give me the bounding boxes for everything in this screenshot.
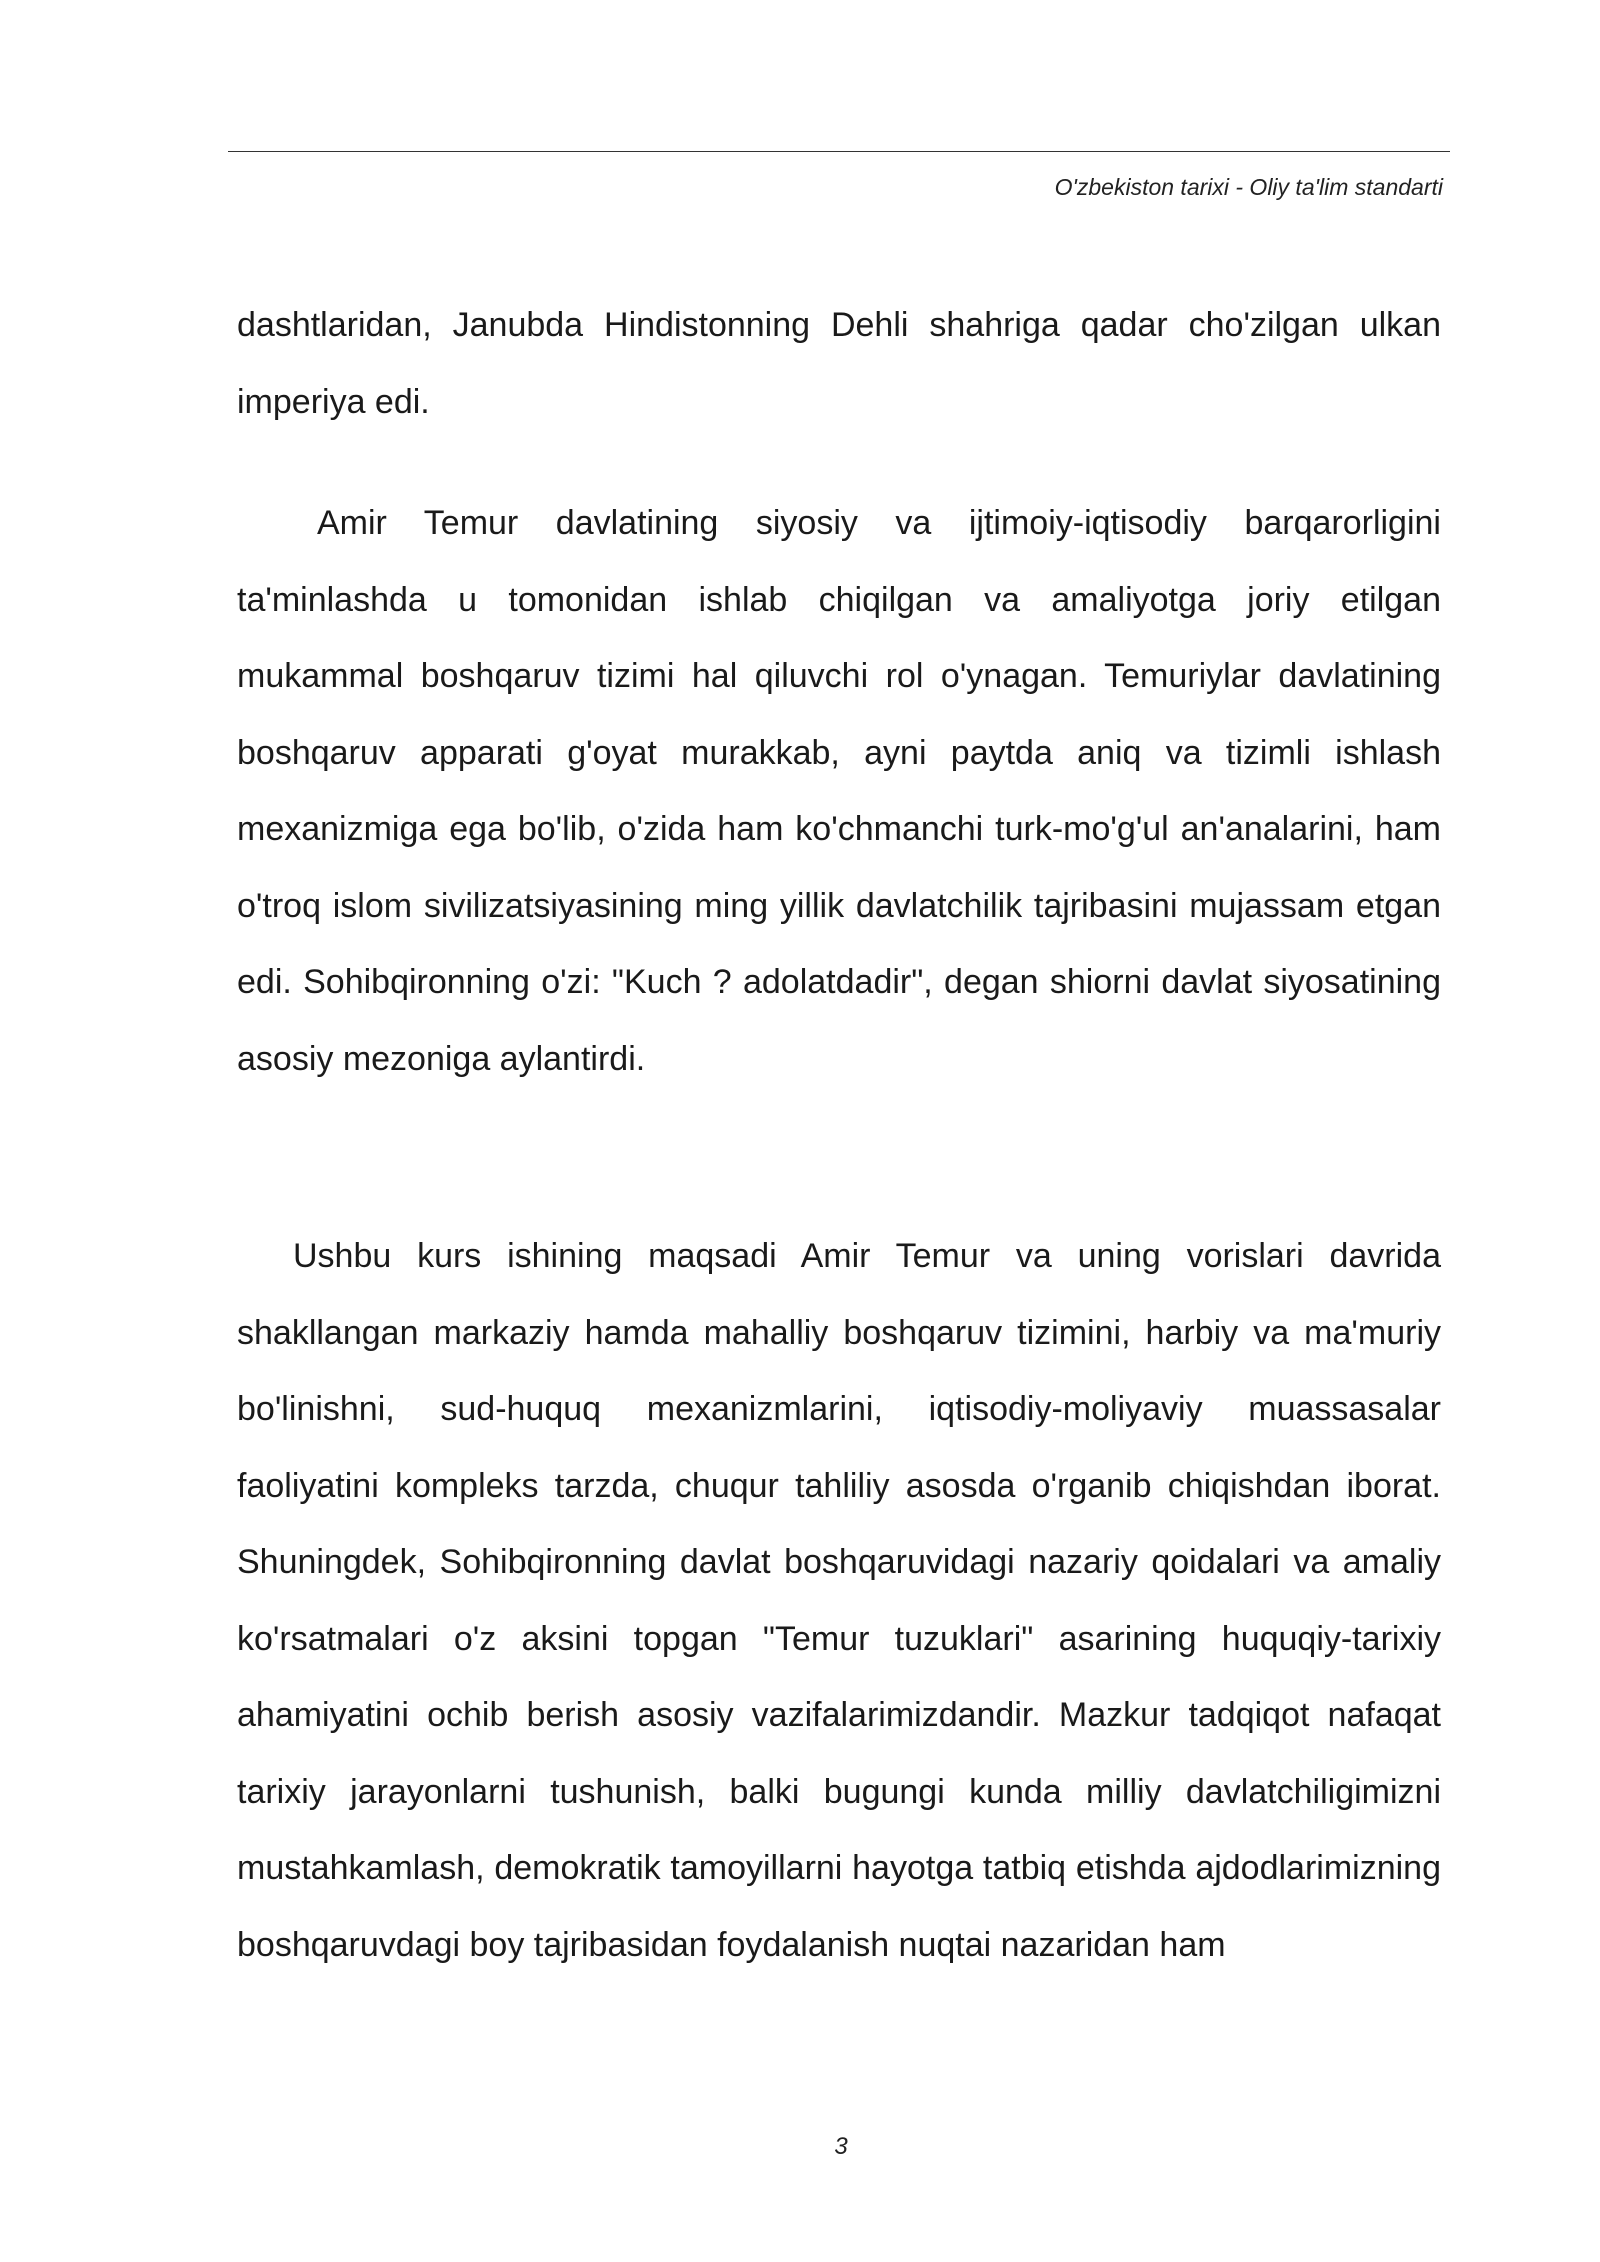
- paragraph-continuation: dashtlaridan, Janubda Hindistonning Dehli shahriga qadar cho'zilgan ulkan imperiya edi.: [237, 306, 1441, 421]
- running-header: O'zbekiston tarixi - Oliy ta'lim standarti: [1054, 174, 1443, 200]
- page-number: 3: [834, 2133, 848, 2160]
- header-rule: [228, 151, 1450, 152]
- paragraph-course-aim: Ushbu kurs ishining maqsadi Amir Temur va uning vorislari davrida shakllangan markaziy hamda mahalliy boshqaruv tizimini, harbiy va ma'muriy bo'linishni, sud-huquq mexanizmlarini, iqtisodiy-moliyaviy muassasalar faoliyatini kompleks tarzda, chuqur tahliliy asosda o'rganib chiqishdan iborat. Shuningdek, Sohibqironning davlat boshqaruvidagi nazariy qoidalari va amaliy ko'rsatmalari o'z aksini topgan "Temur tuzuklari" asarining huquqiy-tarixiy ahamiyatini ochib berish asosiy vazifalarimizdandir. Mazkur tadqiqot nafaqat tarixiy jarayonlarni tushunish, balki bugungi kunda milliy davlatchiligimizni mustahkamlash, demokratik tamoyillarni hayotga tatbiq etishda ajdodlarimizning boshqaruvdagi boy tajribasidan foydalanish nuqtai nazaridan ham: [237, 1237, 1441, 1964]
- paragraph-administration: Amir Temur davlatining siyosiy va ijtimoiy-iqtisodiy barqarorligini ta'minlashda u tomonidan ishlab chiqilgan va amaliyotga joriy etilgan mukammal boshqaruv tizimi hal qiluvchi rol o'ynagan. Temuriylar davlatining boshqaruv apparati g'oyat murakkab, ayni paytda aniq va tizimli ishlash mexanizmiga ega bo'lib, o'zida ham ko'chmanchi turk-mo'g'ul an'analarini, ham o'troq islom sivilizatsiyasining ming yillik davlatchilik tajribasini mujassam etgan edi. Sohibqironning o'zi: "Kuch ? adolatdadir", degan shiorni davlat siyosatining asosiy mezoniga aylantirdi.: [237, 504, 1441, 1078]
